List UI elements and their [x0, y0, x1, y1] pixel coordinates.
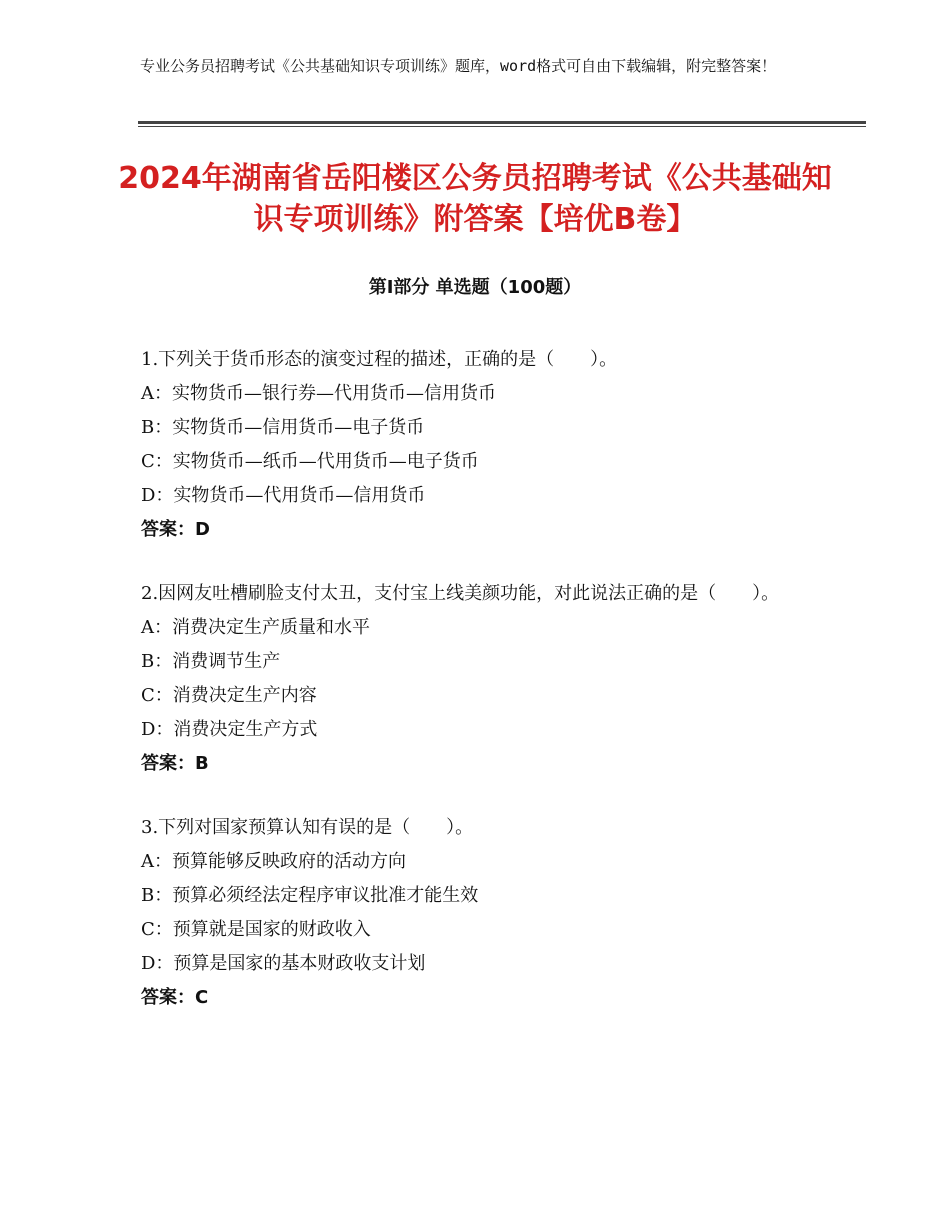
- option-d: D：预算是国家的基本财政收支计划: [141, 953, 426, 974]
- answer-label: 答案：B: [141, 753, 209, 774]
- document-title: 2024年湖南省岳阳楼区公务员招聘考试《公共基础知识专项训练》附答案【培优B卷】: [118, 161, 832, 237]
- option-b: B：消费调节生产: [141, 651, 281, 672]
- question-1: [141, 343, 821, 547]
- question-stem: 3.下列对国家预算认知有误的是（ ）。: [141, 817, 474, 838]
- option-a: A：预算能够反映政府的活动方向: [141, 851, 406, 872]
- question-2: [141, 577, 821, 781]
- answer-label: 答案：C: [141, 987, 209, 1008]
- option-b: B：预算必须经法定程序审议批准才能生效: [141, 885, 479, 906]
- option-c: C：消费决定生产内容: [141, 685, 317, 706]
- question-stem: 1.下列关于货币形态的演变过程的描述，正确的是（ ）。: [141, 349, 618, 370]
- answer-label: 答案：D: [141, 519, 210, 540]
- option-d: D：实物货币—代用货币—信用货币: [141, 485, 426, 506]
- section-title: 第Ⅰ部分 单选题（100题）: [368, 277, 582, 298]
- question-list: [141, 343, 821, 1045]
- option-d: D：消费决定生产方式: [141, 719, 318, 740]
- header-note: 专业公务员招聘考试《公共基础知识专项训练》题库，word格式可自由下载编辑，附完整答案！: [140, 57, 777, 75]
- header-rule-thin: [138, 126, 866, 127]
- option-c: C：实物货币—纸币—代用货币—电子货币: [141, 451, 479, 472]
- option-c: C：预算就是国家的财政收入: [141, 919, 371, 940]
- header-rule-thick: [138, 121, 866, 124]
- question-3: [141, 811, 821, 1015]
- question-stem: 2.因网友吐槽刷脸支付太丑，支付宝上线美颜功能，对此说法正确的是（ ）。: [141, 583, 780, 604]
- option-a: A：实物货币—银行券—代用货币—信用货币: [141, 383, 496, 404]
- option-a: A：消费决定生产质量和水平: [141, 617, 370, 638]
- option-b: B：实物货币—信用货币—电子货币: [141, 417, 425, 438]
